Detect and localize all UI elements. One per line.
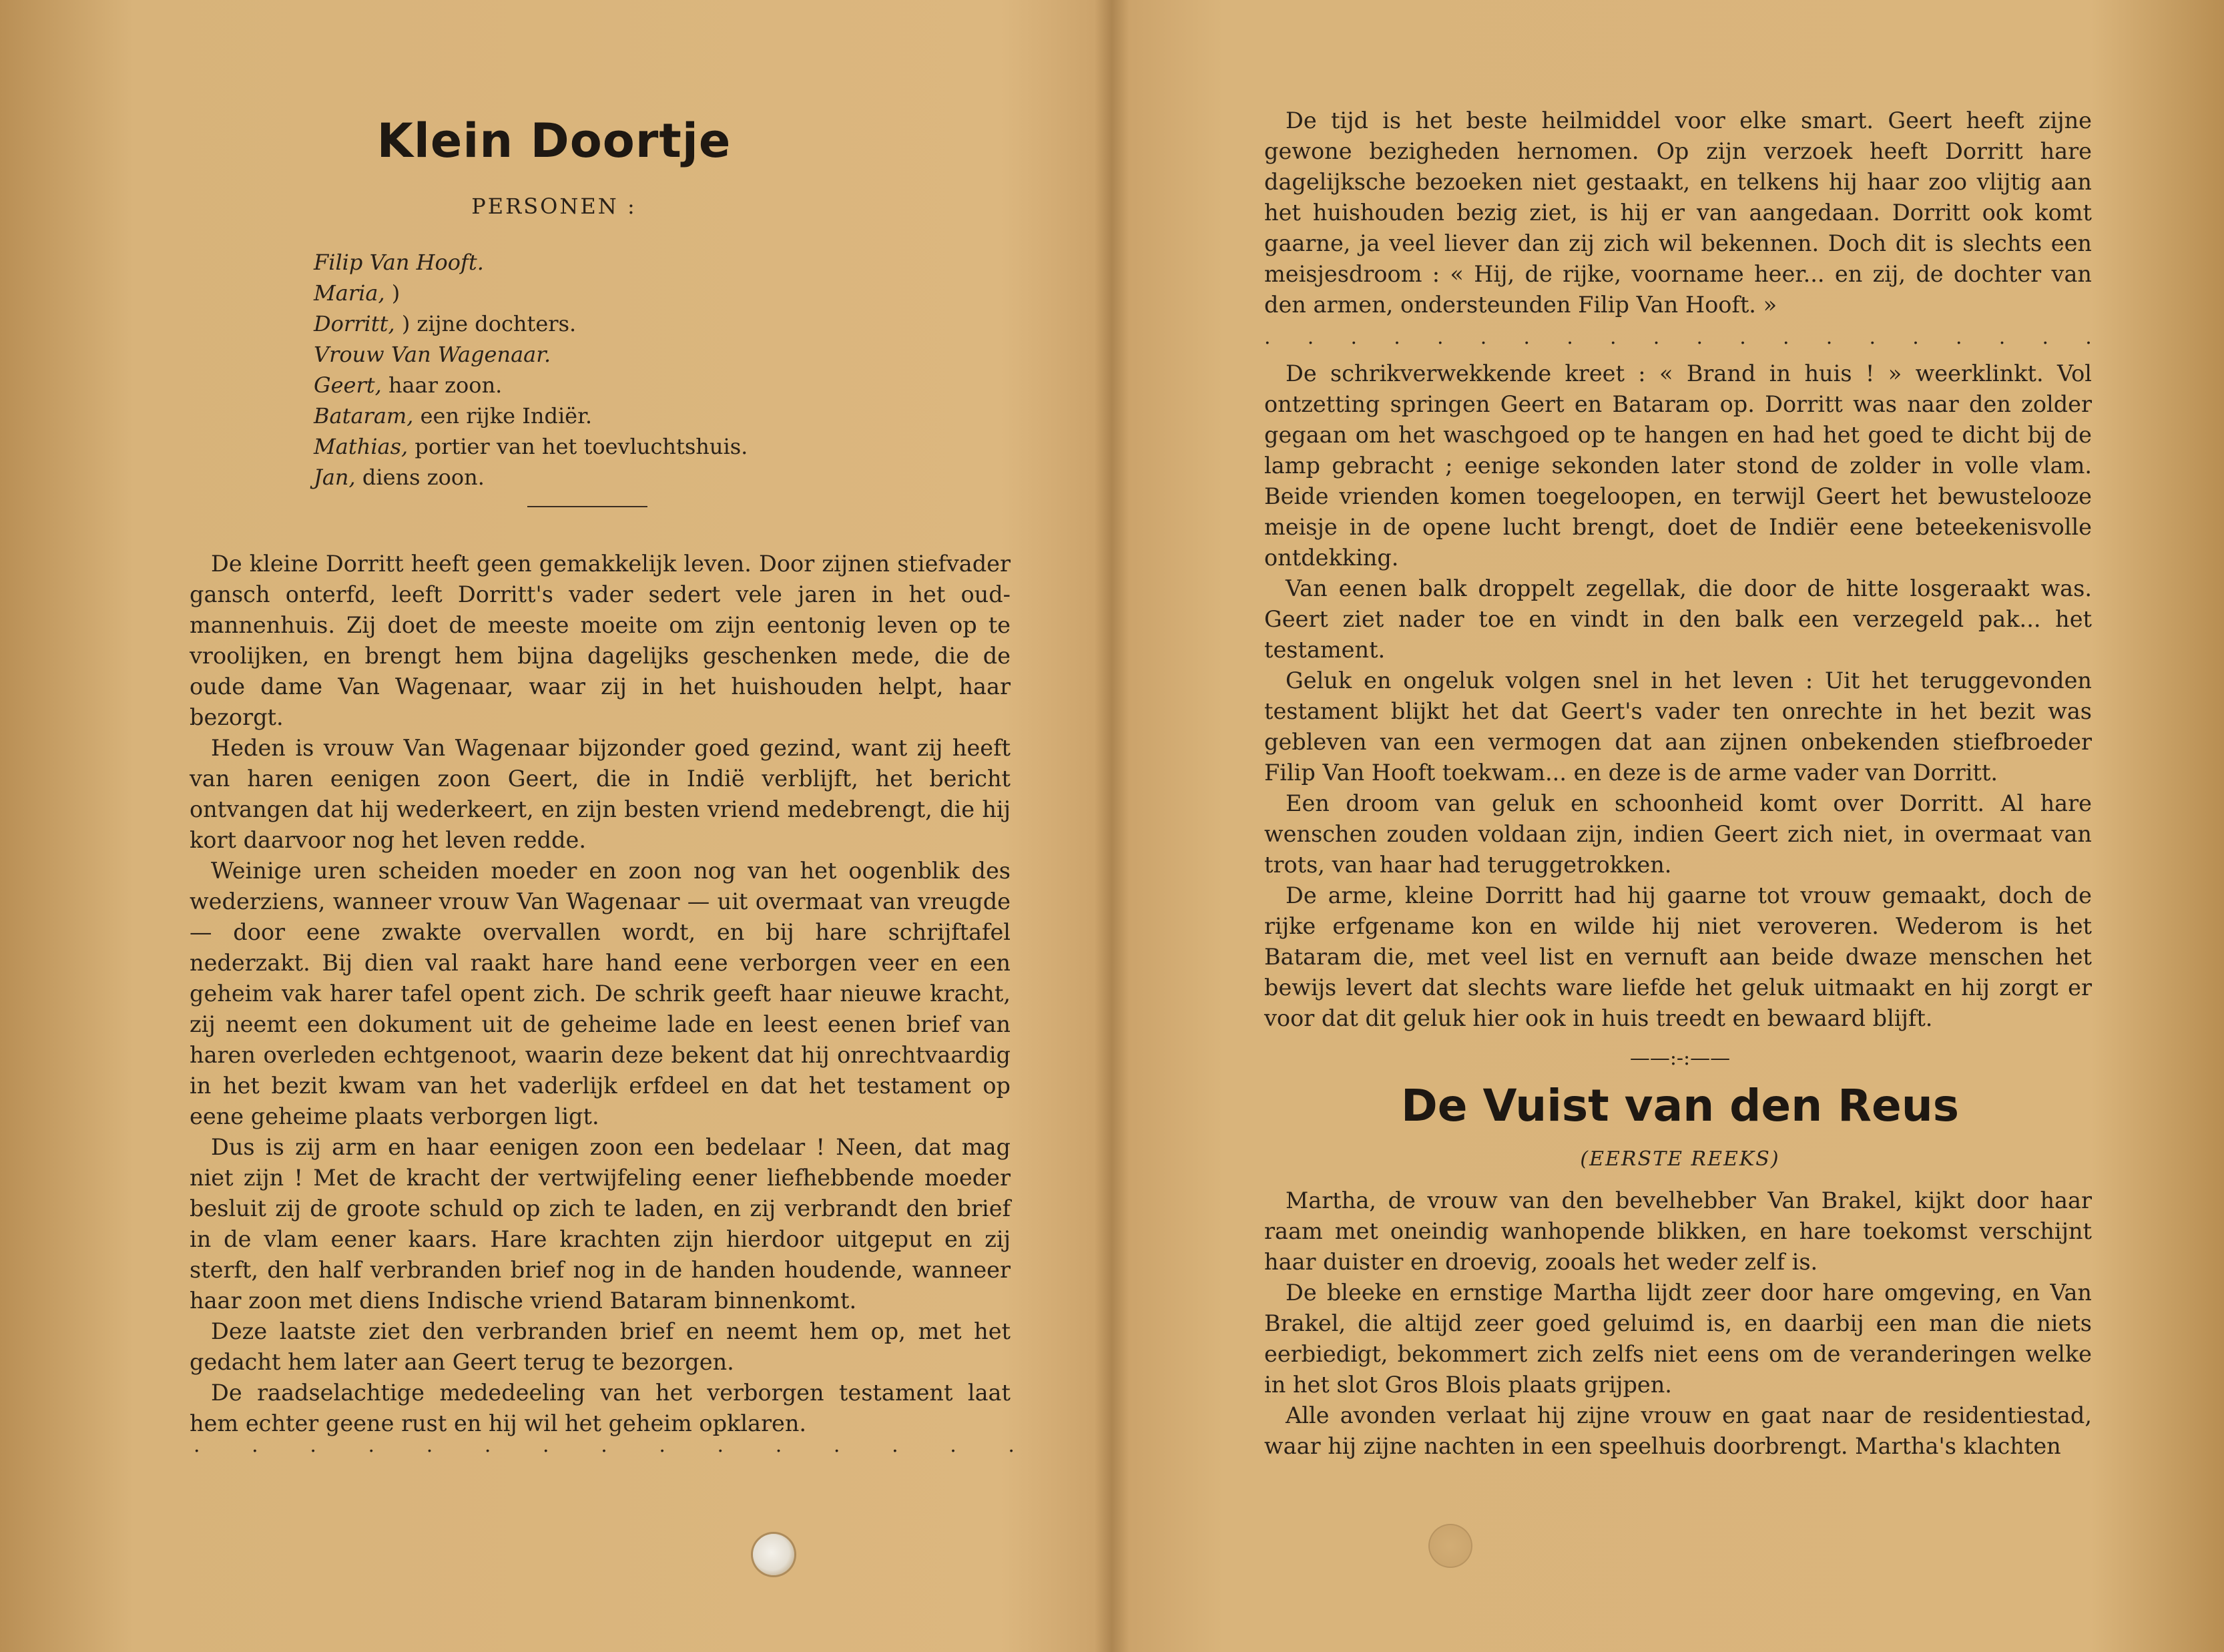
section-separator: ——:-:—— bbox=[1629, 1047, 1731, 1070]
paragraph: Weinige uren scheiden moeder en zoon nog van het oogenblik des wederziens, wanneer vrouw Van Wagenaar — uit overmaat van vreugde — door eene zwakte overvallen wordt, en bij hare schrijftafel nederzakt. Bij dien val raakt hare hand eene verborgen veer en een geheim vak harer tafel opent zich. De schrik geeft haar nieuwe kracht, zij neemt een dokument uit de geheime lade en leest eenen brief van haren overleden echtgenoot, waarin deze bekent dat hij onrechtvaardig in het bezit kwam van het vaderlijk erfdeel en dat het testament op eene geheime plaats verborgen ligt. bbox=[190, 858, 1011, 1129]
paragraph: Alle avonden verlaat hij zijne vrouw en gaat naar de residentiestad, waar hij zijne nachten in een speelhuis doorbrengt. Martha's klachten bbox=[1264, 1402, 2092, 1459]
story-text-right-middle bbox=[1264, 358, 2092, 1034]
left-page bbox=[0, 0, 1108, 1652]
punch-hole-mark bbox=[1430, 1525, 1471, 1567]
page-title-klein-doortje: Klein Doortje bbox=[376, 113, 732, 168]
cast-role: een rijke Indiër. bbox=[420, 403, 593, 429]
cast-name: Vrouw Van Wagenaar. bbox=[314, 342, 551, 367]
cast-item bbox=[314, 370, 748, 400]
series-subtitle: (EERSTE REEKS) bbox=[1580, 1147, 1780, 1171]
paragraph: De kleine Dorritt heeft geen gemakkelijk leven. Door zijnen stiefvader gansch onterfd, leeft Dorritt's vader sedert vele jaren in het oud-mannenhuis. Zij doet de meeste moeite om zijn eentonig leven op te vroolijken, en brengt hem bijna dagelijks geschenken mede, die de oude dame Van Wagenaar, waar zij in het huishouden helpt, haar bezorgt. bbox=[190, 551, 1011, 730]
cast-role: haar zoon. bbox=[388, 372, 503, 398]
story-text-right-bottom bbox=[1264, 1185, 2092, 1462]
ellipsis-dots: . . . . . . . . . . . . . . . . . . . . bbox=[1264, 326, 2092, 349]
paragraph: De bleeke en ernstige Martha lijdt zeer door hare omgeving, en Van Brakel, die altijd zeer goed geluimd is, en daarbij een man die niets eerbiedigt, bekommert zich zelfs niet eens om de veranderingen welke in het slot Gros Blois plaats grijpen. bbox=[1264, 1280, 2092, 1398]
paragraph: Martha, de vrouw van den bevelhebber Van Brakel, kijkt door haar raam met oneindig wanhopende blikken, en hare toekomst verschijnt haar duister en droevig, zooals het weder zelf is. bbox=[1264, 1187, 2092, 1275]
cast-name: Mathias, bbox=[314, 434, 408, 459]
cast-heading: PERSONEN : bbox=[471, 194, 637, 219]
cast-name: Filip Van Hooft. bbox=[314, 250, 484, 275]
paragraph: Van eenen balk droppelt zegellak, die door de hitte losgeraakt was. Geert ziet nader toe en vindt in den balk een verzegeld pak... het testament. bbox=[1264, 575, 2092, 663]
paragraph: Geluk en ongeluk volgen snel in het leven : Uit het teruggevonden testament blijkt het dat Geert's vader ten onrechte in het bezit was gebleven van een vermogen dat aan zijnen onbekenden stiefbroeder Filip Van Hooft toekwam... en deze is de arme vader van Dorritt. bbox=[1264, 667, 2092, 786]
cast-list bbox=[314, 247, 748, 493]
cast-item bbox=[314, 339, 748, 370]
cast-item bbox=[314, 431, 748, 462]
paragraph: Dus is zij arm en haar eenigen zoon een bedelaar ! Neen, dat mag niet zijn ! Met de kracht der vertwijfeling eener liefhebbende moeder besluit zij de groote schuld op zich te laden, en zij verbrandt den brief in de vlam eener kaars. Hare krachten zijn hierdoor uitgeput en zij sterft, den half verbranden brief nog in de handen houdende, wanneer haar zoon met diens Indische vriend Bataram binnenkomt. bbox=[190, 1134, 1011, 1314]
divider-rule bbox=[527, 506, 647, 507]
right-page bbox=[1116, 0, 2224, 1652]
paragraph: De arme, kleine Dorritt had hij gaarne tot vrouw gemaakt, doch de rijke erfgename kon en wilde hij niet veroveren. Wederom is het Bataram die, met veel list en vernuft aan beide dwaze menschen het bewijs levert dat slechts ware liefde het geluk uitmaakt en hij zorgt er voor dat dit geluk hier ook in huis treedt en bewaard blijft. bbox=[1264, 882, 2092, 1031]
cast-item bbox=[314, 462, 748, 493]
punch-hole bbox=[753, 1534, 794, 1575]
paragraph: De schrikverwekkende kreet : « Brand in huis ! » weerklinkt. Vol ontzetting springen Geert en Bataram op. Dorritt was naar den zolder gegaan om het waschgoed op te hangen en had het goed te dicht bij de lamp gebracht ; eenige sekonden later stond de zolder in volle vlam. Beide vrienden komen toegeloopen, en terwijl Geert het bewustelooze meisje in de opene lucht brengt, doet de Indiër eene beteekenisvolle ontdekking. bbox=[1264, 360, 2092, 571]
paragraph: Heden is vrouw Van Wagenaar bijzonder goed gezind, want zij heeft van haren eenigen zoon Geert, die in Indië verblijft, het bericht ontvangen dat hij wederkeert, en zijn besten vriend medebrengt, die hij kort daarvoor nog het leven redde. bbox=[190, 735, 1011, 853]
page-title-de-vuist: De Vuist van den Reus bbox=[1400, 1080, 1960, 1131]
cast-role: ) bbox=[391, 280, 400, 306]
cast-item bbox=[314, 278, 748, 308]
cast-role: ) zijne dochters. bbox=[401, 311, 577, 336]
paragraph: De raadselachtige mededeeling van het verborgen testament laat hem echter geene rust en hij wil het geheim opklaren. bbox=[190, 1380, 1011, 1436]
cast-name: Jan, bbox=[314, 465, 356, 490]
story-text-left bbox=[190, 549, 1011, 1439]
cast-name: Geert, bbox=[314, 372, 382, 398]
cast-item bbox=[314, 400, 748, 431]
cast-role: diens zoon. bbox=[362, 465, 485, 490]
paragraph: De tijd is het beste heilmiddel voor elke smart. Geert heeft zijne gewone bezigheden hernomen. Op zijn verzoek heeft Dorritt hare dagelijksche bezoeken niet gestaakt, en telkens hij haar zoo vlijtig aan het huishouden bezig ziet, is hij er van aangedaan. Dorritt ook komt gaarne, ja veel liever dan zij zich wil bekennen. Doch dit is slechts een meisjesdroom : « Hij, de rijke, voorname heer... en zij, de dochter van den armen, ondersteunden Filip Van Hooft. » bbox=[1264, 107, 2092, 318]
paragraph: Deze laatste ziet den verbranden brief en neemt hem op, met het gedacht hem later aan Geert terug te bezorgen. bbox=[190, 1318, 1011, 1375]
ellipsis-dots: . . . . . . . . . . . . . . . bbox=[194, 1434, 1015, 1457]
story-text-right-top bbox=[1264, 105, 2092, 320]
cast-item bbox=[314, 308, 748, 339]
cast-name: Maria, bbox=[314, 280, 385, 306]
paragraph: Een droom van geluk en schoonheid komt over Dorritt. Al hare wenschen zouden voldaan zijn, indien Geert zich niet, in overmaat van trots, van haar had teruggetrokken. bbox=[1264, 790, 2092, 878]
cast-name: Bataram, bbox=[314, 403, 414, 429]
cast-name: Dorritt, bbox=[314, 311, 395, 336]
cast-item bbox=[314, 247, 748, 278]
cast-role: portier van het toevluchtshuis. bbox=[414, 434, 748, 459]
